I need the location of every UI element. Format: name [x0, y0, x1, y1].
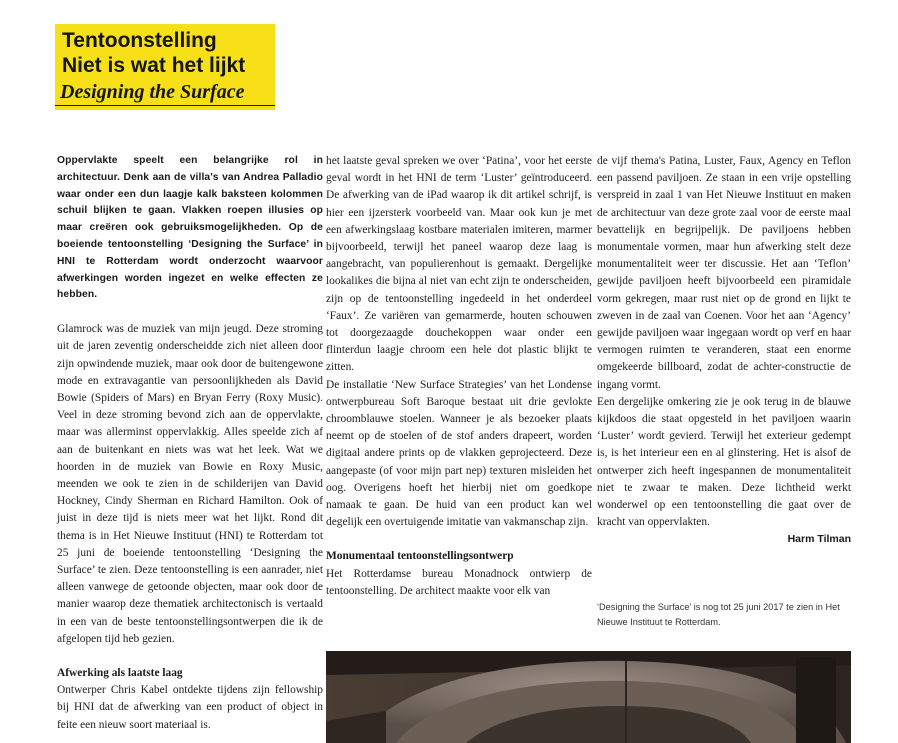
body-paragraph: Een dergelijke omkering zie je ook terug in de blauwe kijkdoos die staat opgesteld in het paviljoen waarin ‘Luster’ wordt gevierd. Terwijl het exterieur gedempt is, is het interieur een en al glinstering. Het is alsof de ontwerper zich heeft ingespannen de monumentaliteit niet te zwaar te maken. Deze lichtheid werkt wonderwel op een tentoonstelling die gaat over de kracht van oppervlakten.: [597, 395, 851, 529]
body-paragraph: Het Rotterdamse bureau Monadnock ontwierp de tentoonstelling. De architect maakte voor elk van: [326, 567, 592, 597]
spacer: [57, 304, 323, 321]
section-heading: Monumentaal tentoonstellingsontwerp: [326, 550, 514, 563]
column-1: [57, 153, 323, 734]
article-title-line-1: Tentoonstelling: [62, 29, 217, 52]
subtitle-rule: [55, 105, 275, 106]
body-paragraph: Glamrock was de muziek van mijn jeugd. Deze stroming uit de jaren zeventig onderscheidde zich niet alleen door zijn opwindende muziek, maar ook door de buitengewone mode en extravagantie van persoonlijkheden als David Bowie (Spiders of Mars) en Bryan Ferry (Roxy Music). Veel in deze stroming bevond zich aan de oppervlakte, maar was allerminst oppervlakkig. Alles speelde zich af aan de buitenkant en niets was wat het leek. Wat we hoorden in de muziek van Bowie en Roxy Music, meenden we ook te zien in de schilderijen van David Hockney, Cindy Sherman en Richard Hamilton. Ook of juist in deze tijd is niets meer wat het lijkt. Rond dit thema is in Het Nieuwe Instituut (HNI) te Rotterdam tot 25 juni de boeiende tentoonstelling ‘Designing the Surface’ te zien. Deze tentoonstelling is een aanrader, niet alleen vanwege de getoonde objecten, maar ook door de manier waarop deze thematiek architectonisch is vertaald in een van de beste tentoonstellingsontwerpen die ik de afgelopen tijd heb gezien.: [57, 323, 323, 645]
section-heading: Afwerking als laatste laag: [57, 667, 183, 680]
exhibition-photo: [326, 651, 851, 743]
spacer: [57, 648, 323, 665]
column-3: [597, 153, 851, 548]
exhibition-footnote: ‘Designing the Surface’ is nog tot 25 juni 2017 te zien in Het Nieuwe Instituut te Rotterdam.: [597, 602, 840, 627]
exhibition-photo-image: [326, 651, 851, 743]
lead-paragraph: Oppervlakte speelt een belangrijke rol in architectuur. Denk aan de villa's van Andrea Palladio waar onder een dun laagje kalk baksteen kolommen schuil blijken te gaan. Vlakken roepen illusies op maar creëren ook gebruiksmogelijkheden. Op de boeiende tentoonstelling ‘Designing the Surface’ in HNI te Rotterdam wordt onderzocht waarvoor afwerkingen worden ingezet en welke effecten ze hebben.: [57, 155, 323, 301]
body-paragraph: de vijf thema's Patina, Luster, Faux, Agency en Teflon een passend paviljoen. Ze staan in een vrije opstelling verspreid in zaal 1 van Het Nieuwe Instituut en maken de architectuur van deze grote zaal voor de eerste maal bevattelijk en begrijpelijk. De paviljoens hebben monumentale vormen, maar hun afwerking stelt deze monumentaliteit weer ter discussie. Het aan ‘Teflon’ gewijde paviljoen heeft bijvoorbeeld een piramidale vorm gekregen, maar rust niet op de grond en lijkt te zweven in de zaal van Coenen. Voor het aan ‘Agency’ gewijde paviljoen waar ingegaan wordt op verf en haar vermogen ruimten te veranderen, staat een enorme omgekeerde billboard, zodat de achter-constructie de ingang vormt.: [597, 155, 851, 391]
article-title-line-2: Niet is wat het lijkt: [62, 54, 246, 77]
author-byline: Harm Tilman: [787, 533, 851, 546]
body-paragraph: Ontwerper Chris Kabel ontdekte tijdens zijn fellowship bij HNI dat de afwerking van een product of object in feite een nieuw soort materiaal is.: [57, 684, 323, 731]
body-paragraph: De installatie ‘New Surface Strategies’ van het Londense ontwerpbureau Soft Baroque bestaat uit drie gevlokte chroomblauwe stoelen. Wanneer je als bezoeker plaats neemt op de stoelen of de stof anders drapeert, worden digitaal andere prints op de vlakken geprojecteerd. Deze aangepaste (of voor mijn part nep) texturen misleiden het oog. Overigens hoeft het hierbij niet om goedkope namaak te gaan. De huid van een product kan wel degelijk een overtuigende imitatie van vakmanschap zijn.: [326, 378, 592, 529]
spacer: [326, 531, 592, 548]
body-paragraph: het laatste geval spreken we over ‘Patina’, voor het eerste geval wordt in het HNI de term ‘Luster’ geïntroduceerd. De afwerking van de iPad waarop ik dit artikel schrijf, is hier een ijzersterk voorbeeld van. Maar ook kun je met een afwerkingslaag kostbare materialen imiteren, marmer bijvoorbeeld, terwijl het paneel waarop deze laag is aangebracht, van populierenhout is gemaakt. Dergelijke lookalikes die bijna al niet van echt zijn te onderscheiden, zijn op de tentoonstelling ingedeeld in het onderdeel ‘Faux’. Ze variëren van gemarmerde, houten schouwen tot doorgezaagde douchekoppen waar onder een flinterdun laagje chroom een hele dot plastic blijkt te zitten.: [326, 155, 592, 374]
article-subtitle: Designing the Surface: [60, 81, 245, 103]
column-2: [326, 153, 592, 600]
